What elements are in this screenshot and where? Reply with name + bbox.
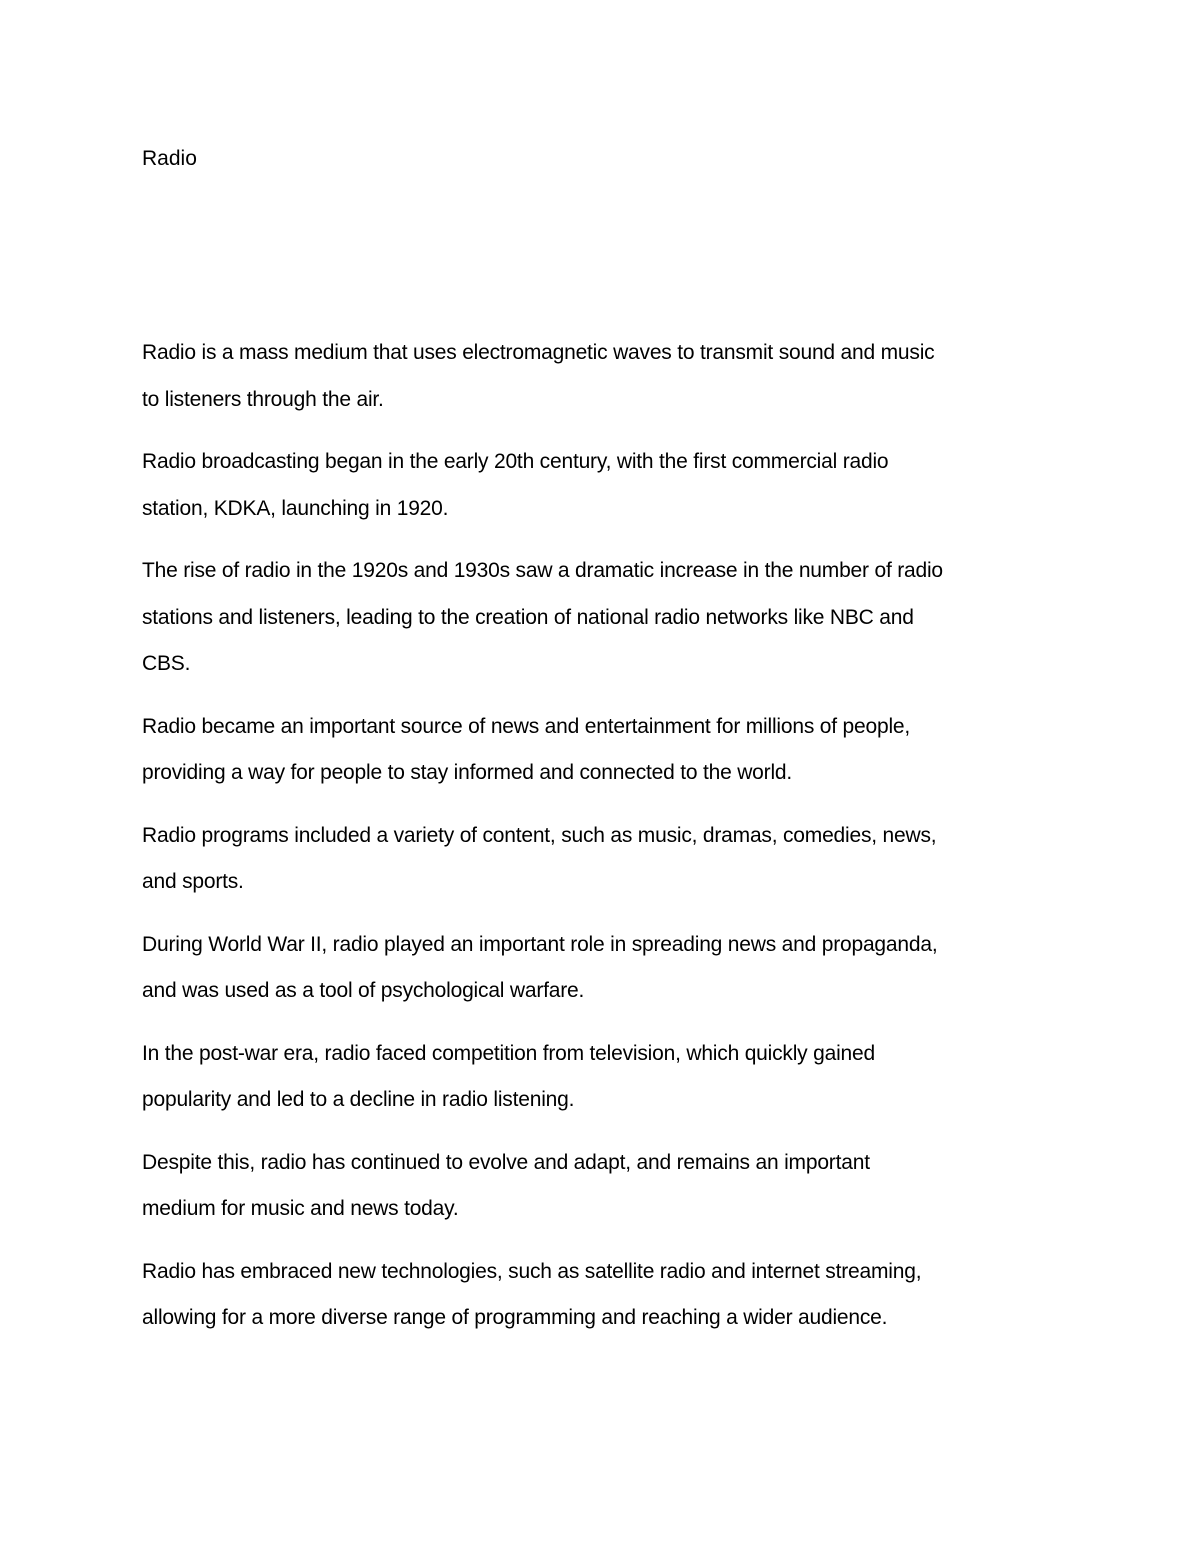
paragraph: Radio programs included a variety of content, such as music, dramas, comedies, news, and sports. (142, 823, 937, 893)
paragraph: Radio became an important source of news and entertainment for millions of people, providing a way for people to stay informed and connected to the world. (142, 714, 911, 784)
paragraph: During World War II, radio played an important role in spreading news and propaganda, and was used as a tool of psychological warfare. (142, 932, 938, 1002)
paragraph: Radio has embraced new technologies, such as satellite radio and internet streaming, allowing for a more diverse range of programming and reaching a wider audience. (142, 1259, 922, 1329)
document-body (142, 330, 1062, 1358)
paragraph: The rise of radio in the 1920s and 1930s saw a dramatic increase in the number of radio stations and listeners, leading to the creation of national radio networks like NBC and CBS. (142, 559, 943, 675)
paragraph: In the post-war era, radio faced competition from television, which quickly gained popularity and led to a decline in radio listening. (142, 1041, 875, 1111)
paragraph: Despite this, radio has continued to evolve and adapt, and remains an important medium for music and news today. (142, 1150, 870, 1220)
document-title: Radio (142, 147, 197, 170)
paragraph: Radio is a mass medium that uses electromagnetic waves to transmit sound and music to listeners through the air. (142, 341, 935, 411)
paragraph: Radio broadcasting began in the early 20th century, with the first commercial radio station, KDKA, launching in 1920. (142, 450, 889, 520)
